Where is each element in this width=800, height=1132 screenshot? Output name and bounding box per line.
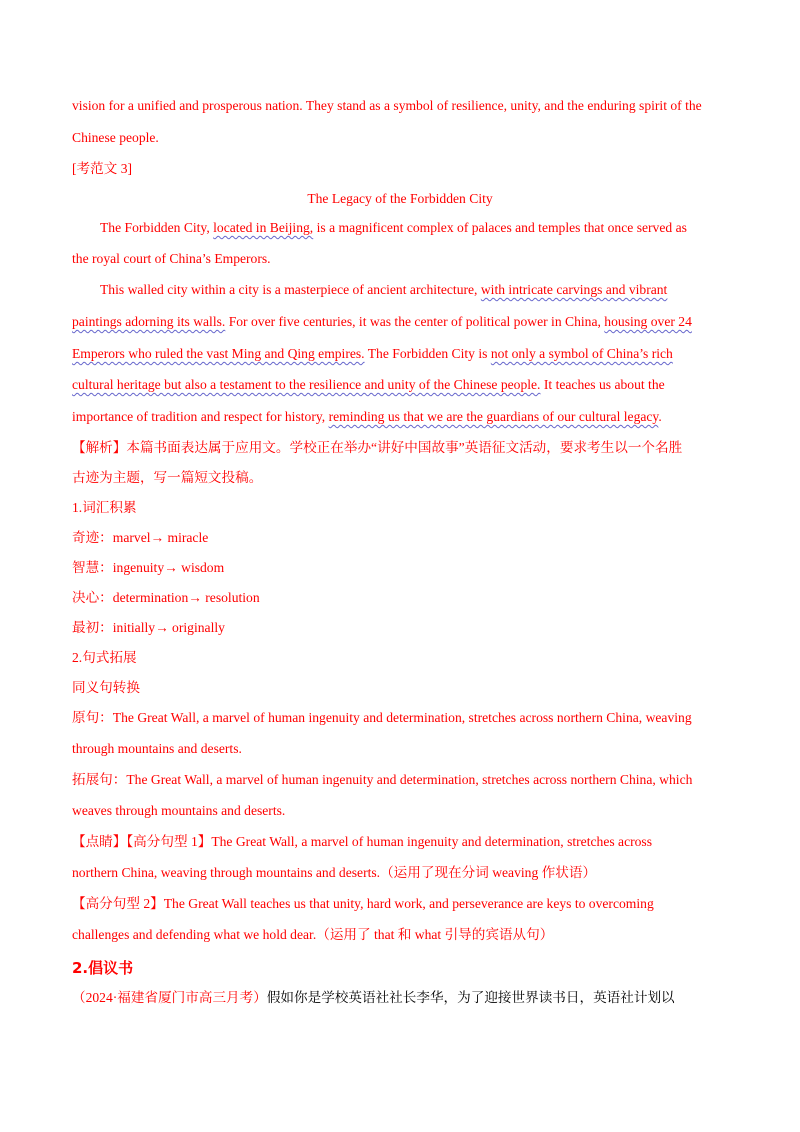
highlighted-phrase: with intricate carvings and vibrant <box>480 282 668 297</box>
original-sentence-2: through mountains and deserts. <box>72 741 242 756</box>
highlighted-phrase: paintings adorning its walls. <box>72 314 226 329</box>
essay-title: The Legacy of the Forbidden City <box>307 191 493 206</box>
vocab-item: 智慧：ingenuity→ wisdom <box>72 560 225 575</box>
essay-p1-line-1 <box>100 219 687 237</box>
source-label: （2024·福建省厦门市高三月考） <box>72 990 267 1005</box>
highlighted-phrase: cultural heritage but also a testament to the resilience and unity of the Chinese people. <box>72 377 541 392</box>
highlighted-phrase: housing over 24 <box>604 314 692 329</box>
essay-text: is a magnificent complex of palaces and temples that once served as <box>313 220 687 235</box>
tip-2-line-2: challenges and defending what we hold dear.（运用了 that 和 what 引导的宾语从句） <box>72 927 554 942</box>
tip-2-line-1: 【高分句型 2】The Great Wall teaches us that unity, hard work, and perseverance are keys to overcoming <box>72 896 654 911</box>
essay-text: importance of tradition and respect for history, <box>72 409 329 424</box>
highlighted-phrase: Emperors who ruled the vast Ming and Qing empires. <box>72 346 365 361</box>
tip-1-line-2: northern China, weaving through mountains and deserts.（运用了现在分词 weaving 作状语） <box>72 865 597 880</box>
analysis-line-1: 【解析】本篇书面表达属于应用文。学校正在举办“讲好中国故事”英语征文活动，要求考生以一个名胜 <box>72 440 683 455</box>
analysis-line-2: 古迹为主题，写一篇短文投稿。 <box>72 470 263 485</box>
essay-p2-line-4 <box>72 376 665 394</box>
sample-label: [考范文 3] <box>72 161 133 176</box>
essay-p2-line-2 <box>72 313 692 331</box>
vocab-item: 最初：initially→ originally <box>72 620 225 635</box>
extended-sentence-1: 拓展句：The Great Wall, a marvel of human ingenuity and determination, stretches across northern China, which <box>72 772 693 787</box>
vocab-item: 奇迹：marvel→ miracle <box>72 530 209 545</box>
essay-p2-line-1 <box>100 281 667 299</box>
intro-line-1: vision for a unified and prosperous nation. They stand as a symbol of resilience, unity, and the enduring spirit of the <box>72 98 702 113</box>
essay-text: The Forbidden City, <box>100 220 214 235</box>
highlighted-phrase: not only a symbol of China’s rich <box>490 346 673 361</box>
sentence-heading: 2.句式拓展 <box>72 650 137 665</box>
highlighted-phrase: located in Beijing, <box>213 220 314 235</box>
original-sentence-1: 原句：The Great Wall, a marvel of human ingenuity and determination, stretches across northern China, weaving <box>72 710 692 725</box>
tip-1-line-1: 【点睛】【高分句型 1】The Great Wall, a marvel of human ingenuity and determination, stretches across <box>72 834 653 849</box>
essay-p2-line-5 <box>72 408 662 426</box>
extended-sentence-2: weaves through mountains and deserts. <box>72 803 286 818</box>
essay-text: It teaches us about the <box>540 377 665 392</box>
intro-line-2: Chinese people. <box>72 130 159 145</box>
prompt-text: 假如你是学校英语社社长李华，为了迎接世界读书日，英语社计划以 <box>266 990 675 1005</box>
essay-text: This walled city within a city is a masterpiece of ancient architecture, <box>100 282 481 297</box>
vocab-heading: 1.词汇积累 <box>72 500 137 515</box>
section-heading: 2.倡议书 <box>72 959 134 977</box>
section-prompt-line <box>72 989 675 1007</box>
essay-text: . <box>658 409 662 424</box>
essay-p1-line-2: the royal court of China’s Emperors. <box>72 251 271 266</box>
highlighted-phrase: reminding us that we are the guardians of our cultural legacy <box>328 409 659 424</box>
synonym-heading: 同义句转换 <box>72 680 140 695</box>
essay-text: The Forbidden City is <box>364 346 491 361</box>
essay-p2-line-3 <box>72 345 673 363</box>
vocab-item: 决心：determination→ resolution <box>72 590 260 605</box>
essay-text: For over five centuries, it was the center of political power in China, <box>225 314 605 329</box>
